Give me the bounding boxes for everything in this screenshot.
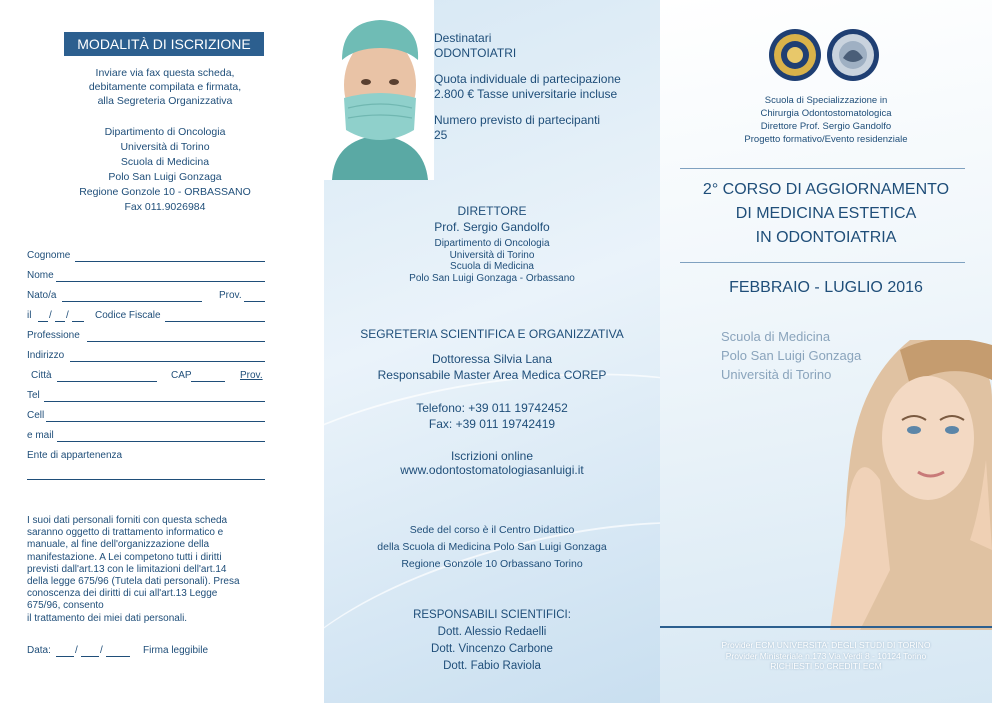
fax-address <box>20 125 310 215</box>
info-block <box>434 31 621 143</box>
header-line: Direttore Prof. Sergio Gandolfo <box>760 121 892 132</box>
destinatari-label: Destinatari <box>434 31 492 45</box>
nato-field[interactable] <box>62 301 202 302</box>
direttore-line: Università di Torino <box>449 249 535 261</box>
school-seal-icon <box>826 28 880 82</box>
direttore-line: Polo San Luigi Gonzaga - Orbassano <box>409 272 575 284</box>
footer-line: Provider ECM UNIVERSITA' DEGLI STUDI DI TORINO <box>721 640 931 650</box>
quota-value: 2.800 € Tasse universitarie incluse <box>434 87 618 101</box>
date-separator: / <box>66 310 69 321</box>
address-line: Dipartimento di Oncologia <box>104 126 226 138</box>
intro-text <box>20 66 310 108</box>
course-title-line: 2° CORSO DI AGGIORNAMENTO <box>702 181 950 198</box>
prov-label-2: Prov. <box>240 370 263 381</box>
codice-fiscale-field[interactable] <box>165 321 265 322</box>
ecm-footer <box>660 640 992 672</box>
direttore-block <box>324 204 660 284</box>
iscrizioni-label: Iscrizioni online <box>450 449 534 463</box>
website-link[interactable]: www.odontostomatologiasanluigi.it <box>400 463 584 477</box>
course-title-line: IN ODONTOIATRIA <box>755 229 897 246</box>
address-line: Università di Torino <box>120 141 210 153</box>
responsabili-block <box>324 607 660 675</box>
title-divider-bottom <box>680 262 965 263</box>
header-line: Chirurgia Odontostomatologica <box>760 108 892 119</box>
sede-line: Regione Gonzole 10 Orbassano Torino <box>401 558 583 570</box>
date-separator: / <box>49 310 52 321</box>
registration-panel <box>0 0 324 703</box>
university-seal-icon <box>768 28 822 82</box>
date-separator: / <box>100 645 103 656</box>
location-line: Scuola di Medicina <box>721 329 831 344</box>
fax: Fax: +39 011 19742419 <box>428 417 556 431</box>
segreteria-role: Responsabile Master Area Medica COREP <box>377 368 607 382</box>
sede-line: della Scuola di Medicina Polo San Luigi Gonzaga <box>377 541 607 553</box>
tel-field[interactable] <box>44 401 265 402</box>
nato-label: Nato/a <box>27 290 57 301</box>
birth-month-field[interactable] <box>55 321 65 322</box>
codice-fiscale-label: Codice Fiscale <box>95 310 161 321</box>
footer-divider <box>660 626 992 628</box>
data-label: Data: <box>27 645 51 656</box>
nome-field[interactable] <box>56 281 265 282</box>
cognome-label: Cognome <box>27 250 71 261</box>
email-field[interactable] <box>57 441 265 442</box>
intro-line: debitamente compilata e firmata, <box>88 81 242 93</box>
course-dates: FEBBRAIO - LUGLIO 2016 <box>729 279 923 296</box>
sede-block <box>324 522 660 573</box>
course-title <box>660 178 992 250</box>
cap-label: CAP <box>171 370 192 381</box>
address-line: Polo San Luigi Gonzaga <box>108 171 222 183</box>
email-label: e mail <box>27 430 54 441</box>
school-header <box>660 94 992 146</box>
info-panel <box>324 0 660 703</box>
intro-line: Inviare via fax questa scheda, <box>95 67 235 79</box>
responsabile-name: Dott. Fabio Raviola <box>443 660 541 672</box>
firma-label: Firma leggibile <box>143 645 209 656</box>
header-line: Progetto formativo/Evento residenziale <box>744 134 908 145</box>
segreteria-title: SEGRETERIA SCIENTIFICA E ORGANIZZATIVA <box>360 327 624 341</box>
quota-label: Quota individuale di partecipazione <box>434 72 621 86</box>
address-line: Fax 011.9026984 <box>124 201 206 213</box>
signature-row <box>27 645 51 656</box>
sede-line: Sede del corso è il Centro Didattico <box>409 524 575 536</box>
responsabile-name: Dott. Vincenzo Carbone <box>431 643 553 655</box>
segreteria-block <box>324 326 660 477</box>
cognome-field[interactable] <box>75 261 265 262</box>
location-line: Polo San Luigi Gonzaga <box>721 348 862 363</box>
telefono: Telefono: +39 011 19742452 <box>416 401 568 415</box>
responsabile-name: Dott. Alessio Redaelli <box>437 626 547 638</box>
destinatari-value: ODONTOIATRI <box>434 46 517 60</box>
indirizzo-label: Indirizzo <box>27 350 65 361</box>
direttore-line: Scuola di Medicina <box>450 261 534 272</box>
cell-field[interactable] <box>46 421 265 422</box>
numero-value: 25 <box>434 128 448 142</box>
citta-field[interactable] <box>57 381 157 382</box>
header-line: Scuola di Specializzazione in <box>764 95 888 106</box>
model-face-photo <box>790 340 992 630</box>
indirizzo-field[interactable] <box>70 361 265 362</box>
privacy-notice: I suoi dati personali forniti con questa scheda saranno oggetto di trattamento informatico e manuale, al fine dell'organizzazione della manifestazione. A Lei competono tutti i diritti previsti dall'art.13 con le limitazioni dell'art.14 della legge 675/96 (Tutela dati personali). Presa conoscenza dei diritti di cui all'art.13 Legge 675/96, consento il trattamento dei miei dati personali. <box>27 515 240 624</box>
cover-panel <box>660 0 992 703</box>
sign-day-field[interactable] <box>56 656 74 657</box>
numero-label: Numero previsto di partecipanti <box>434 113 601 127</box>
direttore-name: Prof. Sergio Gandolfo <box>434 220 550 234</box>
prov-field[interactable] <box>244 301 265 302</box>
date-separator: / <box>75 645 78 656</box>
professione-field[interactable] <box>87 341 265 342</box>
footer-line: Provider Ministeriale n.173 Via Verdi 8 - 10124 Torino <box>725 650 927 661</box>
cell-label: Cell <box>27 410 45 421</box>
birth-year-field[interactable] <box>72 321 84 322</box>
registration-title: MODALITÀ DI ISCRIZIONE <box>64 32 264 56</box>
dentist-photo <box>324 0 434 180</box>
cap-field[interactable] <box>191 381 225 382</box>
ente-label: Ente di appartenenza <box>27 450 123 461</box>
professione-label: Professione <box>27 330 80 341</box>
course-title-line: DI MEDICINA ESTETICA <box>735 205 917 222</box>
tel-label: Tel <box>27 390 40 401</box>
direttore-title: DIRETTORE <box>457 204 527 218</box>
sign-year-field[interactable] <box>106 656 130 657</box>
citta-label: Città <box>31 370 52 381</box>
sign-month-field[interactable] <box>81 656 99 657</box>
prov-label: Prov. <box>219 290 242 301</box>
nome-label: Nome <box>27 270 54 281</box>
segreteria-name: Dottoressa Silvia Lana <box>431 352 553 366</box>
direttore-line: Dipartimento di Oncologia <box>434 238 550 249</box>
intro-line: alla Segreteria Organizzativa <box>97 95 233 107</box>
address-line: Regione Gonzole 10 - ORBASSANO <box>79 186 251 198</box>
title-divider-top <box>680 168 965 169</box>
birth-day-field[interactable] <box>38 321 48 322</box>
location-line: Università di Torino <box>721 367 832 382</box>
footer-line: RICHIESTI 50 CREDITI ECM <box>770 661 882 671</box>
address-line: Scuola di Medicina <box>120 156 210 168</box>
responsabili-title: RESPONSABILI SCIENTIFICI: <box>413 609 571 621</box>
ente-field[interactable] <box>27 479 265 480</box>
il-label: il <box>27 310 32 321</box>
